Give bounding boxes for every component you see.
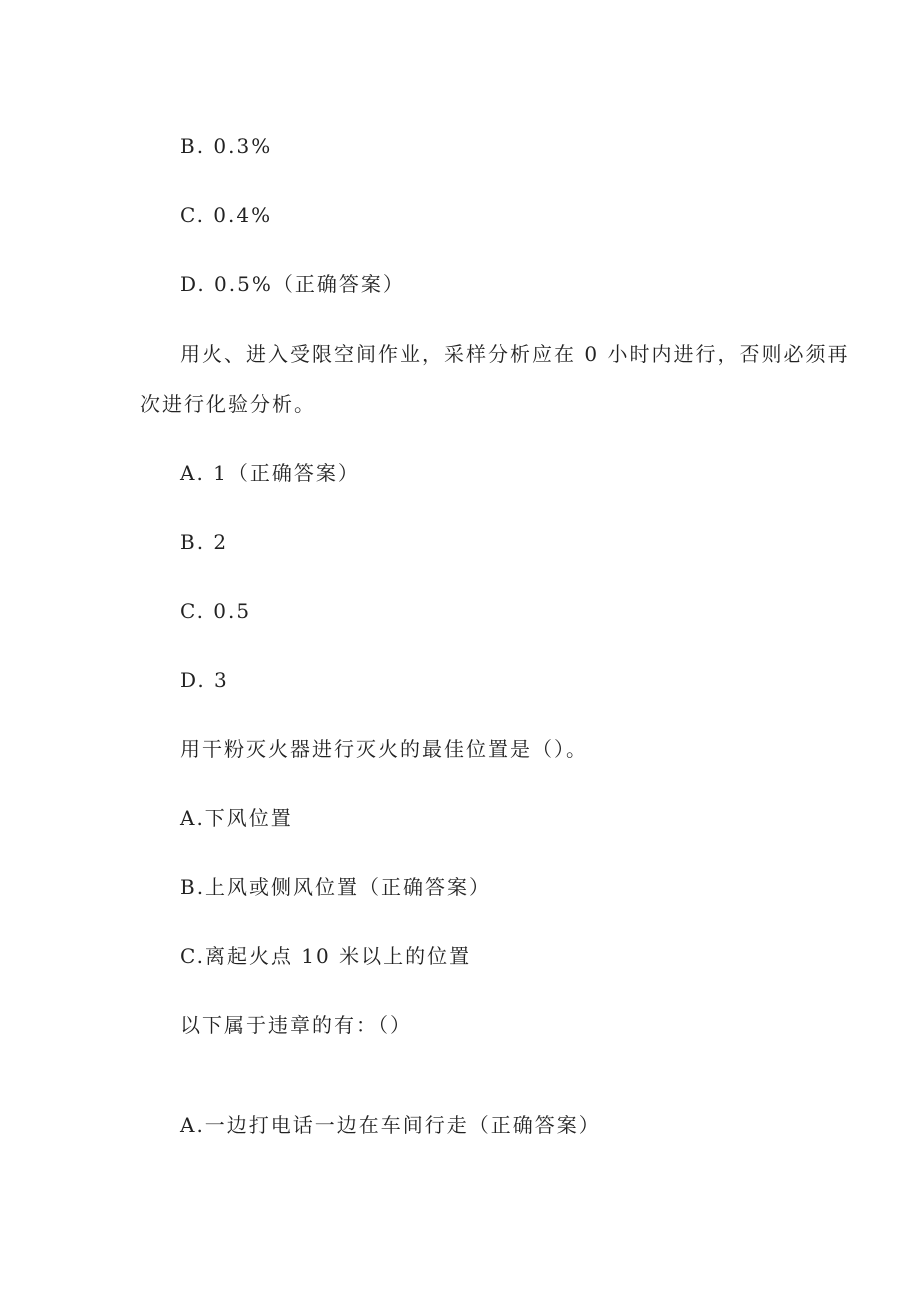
q2-option-b: B. 2: [180, 530, 229, 554]
q3-stem: 用干粉灭火器进行灭火的最佳位置是（）。: [180, 737, 588, 761]
q1-option-b: B. 0.3%: [180, 134, 273, 158]
q4-option-a: A.一边打电话一边在车间行走（正确答案）: [180, 1113, 601, 1137]
q2-option-d: D. 3: [180, 668, 229, 692]
q2-stem-line1: 用火、进入受限空间作业，采样分析应在 0 小时内进行，否则必须再: [180, 342, 850, 366]
q2-stem-line2: 次进行化验分析。: [140, 392, 316, 416]
q2-option-a: A. 1（正确答案）: [180, 461, 360, 485]
q3-option-a: A.下风位置: [180, 806, 293, 830]
q4-stem: 以下属于违章的有：（）: [180, 1013, 412, 1037]
q3-option-b: B.上风或侧风位置（正确答案）: [180, 875, 492, 899]
q2-option-c: C. 0.5: [180, 599, 252, 623]
q3-option-c: C.离起火点 10 米以上的位置: [180, 944, 472, 968]
q1-option-c: C. 0.4%: [180, 203, 273, 227]
q1-option-d: D. 0.5%（正确答案）: [180, 272, 405, 296]
